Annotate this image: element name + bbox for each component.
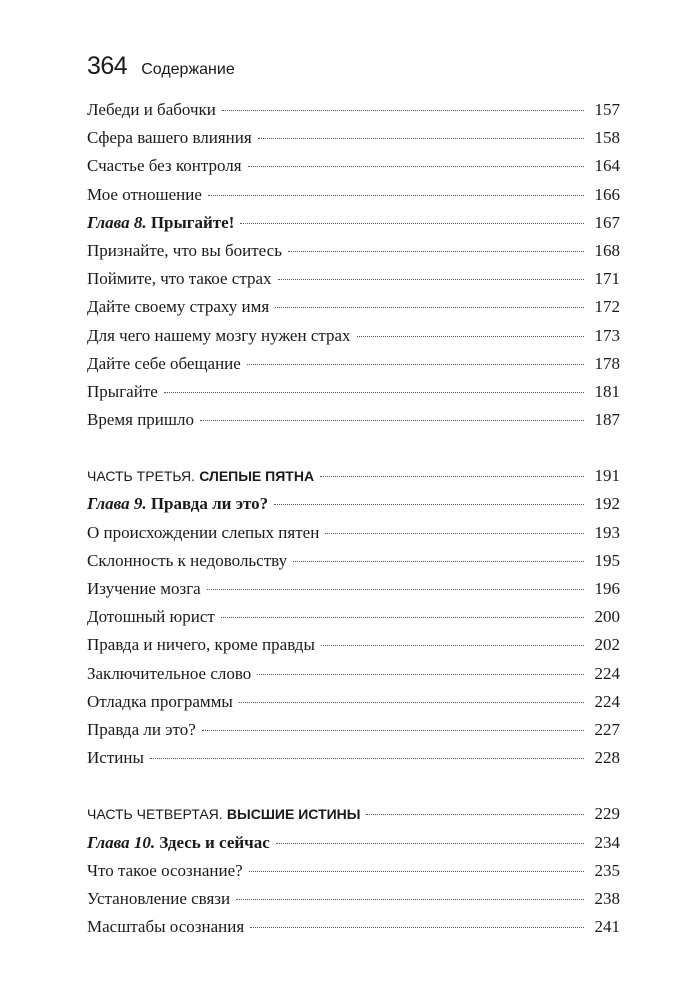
toc-leader-dots — [357, 336, 584, 337]
toc-entry-title: Время пришло — [87, 410, 194, 430]
toc-leader-dots — [200, 420, 584, 421]
chapter-label: Глава 9. — [87, 494, 147, 514]
toc-entry-page: 164 — [594, 156, 620, 176]
toc-leader-dots — [164, 392, 584, 393]
running-title: Содержание — [141, 61, 235, 78]
toc-entry — [87, 857, 620, 885]
toc-leader-dots — [239, 702, 584, 703]
toc-leader-dots — [321, 645, 584, 646]
toc-entry — [87, 124, 620, 152]
toc-entry-title: Истины — [87, 748, 144, 768]
toc-entry-title — [87, 209, 234, 237]
toc-entry-title — [87, 829, 270, 857]
toc-entry-page: 171 — [594, 269, 620, 289]
toc-entry-page: 187 — [594, 410, 620, 430]
toc-entry-title: Отладка программы — [87, 691, 233, 711]
toc-entry — [87, 265, 620, 293]
toc-leader-dots — [278, 279, 584, 280]
toc-entry-title: Поймите, что такое страх — [87, 269, 272, 289]
toc-entry — [87, 744, 620, 772]
toc-entry — [87, 378, 620, 406]
toc-leader-dots — [207, 589, 584, 590]
toc-entry — [87, 913, 620, 941]
toc-entry — [87, 96, 620, 124]
part-label: ЧАСТЬ ЧЕТВЕРТАЯ. — [87, 806, 223, 823]
toc-entry-page: 200 — [594, 607, 620, 627]
toc-entry — [87, 575, 620, 603]
page-header — [87, 52, 235, 81]
toc-leader-dots — [221, 617, 584, 618]
chapter-name: Правда ли это? — [150, 494, 269, 514]
toc-entry-page: 178 — [594, 353, 620, 373]
toc-entry-title: Правда ли это? — [87, 719, 196, 739]
page-number: 364 — [87, 52, 128, 80]
toc-leader-dots — [150, 758, 584, 759]
toc-leader-dots — [320, 476, 584, 477]
toc-entry-title: Установление связи — [87, 888, 231, 908]
toc-entry-page: 167 — [594, 212, 620, 232]
toc-entry-title: Для чего нашему мозгу нужен страх — [87, 325, 351, 345]
toc-entry-page: 158 — [594, 128, 620, 148]
toc-leader-dots — [202, 730, 584, 731]
toc-entry-page: 238 — [594, 888, 620, 908]
toc-entry-page: 228 — [594, 748, 620, 768]
toc-entry-page: 229 — [594, 804, 620, 824]
toc-entry-title — [87, 800, 360, 828]
toc-entry-page: 234 — [594, 832, 620, 852]
toc-entry-page: 196 — [594, 579, 620, 598]
toc-entry — [87, 293, 620, 321]
toc-entry-page: 157 — [594, 100, 620, 119]
toc-entry-title: Масштабы осознания — [87, 917, 245, 937]
toc-leader-dots — [257, 674, 584, 675]
toc-entry — [87, 603, 620, 631]
toc-entry-page: 202 — [594, 635, 620, 655]
toc-leader-dots — [222, 110, 584, 111]
toc-entry-title: Что такое осознание? — [87, 860, 243, 880]
toc-leader-dots — [236, 899, 584, 900]
toc-entry — [87, 406, 620, 434]
toc-entry-page: 224 — [594, 663, 620, 683]
toc-leader-dots — [240, 223, 584, 224]
toc-entry-title: Заключительное слово — [87, 663, 252, 683]
part-name: ВЫСШИЕ ИСТИНЫ — [226, 806, 361, 823]
toc-leader-dots — [366, 814, 584, 815]
toc-entry — [87, 350, 620, 378]
toc-leader-dots — [250, 927, 584, 928]
chapter-label: Глава 10. — [87, 832, 156, 852]
toc-entry-title: О происхождении слепых пятен — [87, 522, 320, 542]
toc-leader-dots — [293, 561, 584, 562]
toc-entry-page: 191 — [594, 466, 620, 486]
part-name: СЛЕПЫЕ ПЯТНА — [199, 468, 315, 485]
toc-entry-page: 195 — [594, 550, 620, 570]
toc-entry-page: 166 — [594, 184, 620, 204]
toc-leader-dots — [247, 364, 584, 365]
toc-entry-title: Сфера вашего влияния — [87, 128, 252, 148]
toc-entry — [87, 181, 620, 209]
toc-entry — [87, 716, 620, 744]
toc-entry — [87, 322, 620, 350]
toc-entry — [87, 631, 620, 659]
toc-entry-title: Счастье без контроля — [87, 156, 242, 176]
toc-leader-dots — [275, 307, 584, 308]
toc-entry-page: 173 — [594, 325, 620, 345]
toc-entry-title: Признайте, что вы боитесь — [87, 240, 282, 260]
toc-entry-title: Склонность к недовольству — [87, 550, 288, 570]
toc-entry-page: 235 — [594, 860, 620, 880]
table-of-contents — [87, 96, 620, 941]
toc-entry-page: 193 — [594, 522, 620, 542]
toc-entry — [87, 885, 620, 913]
toc-entry — [87, 152, 620, 180]
toc-entry — [87, 660, 620, 688]
toc-entry-page: 241 — [594, 917, 620, 937]
part-label: ЧАСТЬ ТРЕТЬЯ. — [87, 468, 195, 485]
toc-chapter-entry — [87, 829, 620, 857]
toc-entry-title — [87, 490, 268, 518]
toc-entry-title: Мое отношение — [87, 184, 202, 204]
chapter-name: Здесь и сейчас — [159, 832, 270, 852]
toc-chapter-entry — [87, 209, 620, 237]
toc-part-entry — [87, 462, 620, 490]
toc-leader-dots — [208, 195, 584, 196]
toc-entry — [87, 237, 620, 265]
toc-entry — [87, 547, 620, 575]
toc-entry-title: Дайте себе обещание — [87, 353, 241, 373]
toc-leader-dots — [325, 533, 584, 534]
toc-entry — [87, 519, 620, 547]
toc-entry-title: Прыгайте — [87, 381, 158, 401]
toc-entry-title: Дайте своему страху имя — [87, 297, 270, 317]
toc-leader-dots — [249, 871, 584, 872]
toc-entry-title: Дотошный юрист — [87, 607, 215, 627]
toc-leader-dots — [276, 843, 584, 844]
toc-leader-dots — [274, 504, 584, 505]
toc-entry-page: 168 — [594, 240, 620, 260]
toc-entry-title: Изучение мозга — [87, 579, 201, 598]
toc-entry-page: 192 — [594, 494, 620, 514]
toc-entry — [87, 688, 620, 716]
toc-entry-page: 181 — [594, 381, 620, 401]
toc-leader-dots — [288, 251, 584, 252]
toc-chapter-entry — [87, 490, 620, 518]
toc-entry-title: Лебеди и бабочки — [87, 100, 216, 119]
toc-entry-title — [87, 462, 314, 490]
toc-entry-page: 224 — [594, 691, 620, 711]
chapter-label: Глава 8. — [87, 212, 147, 232]
toc-entry-title: Правда и ничего, кроме правды — [87, 635, 315, 655]
toc-leader-dots — [248, 166, 584, 167]
toc-part-entry — [87, 800, 620, 828]
toc-leader-dots — [258, 138, 584, 139]
toc-entry-page: 227 — [594, 719, 620, 739]
chapter-name: Прыгайте! — [150, 212, 235, 232]
toc-entry-page: 172 — [594, 297, 620, 317]
